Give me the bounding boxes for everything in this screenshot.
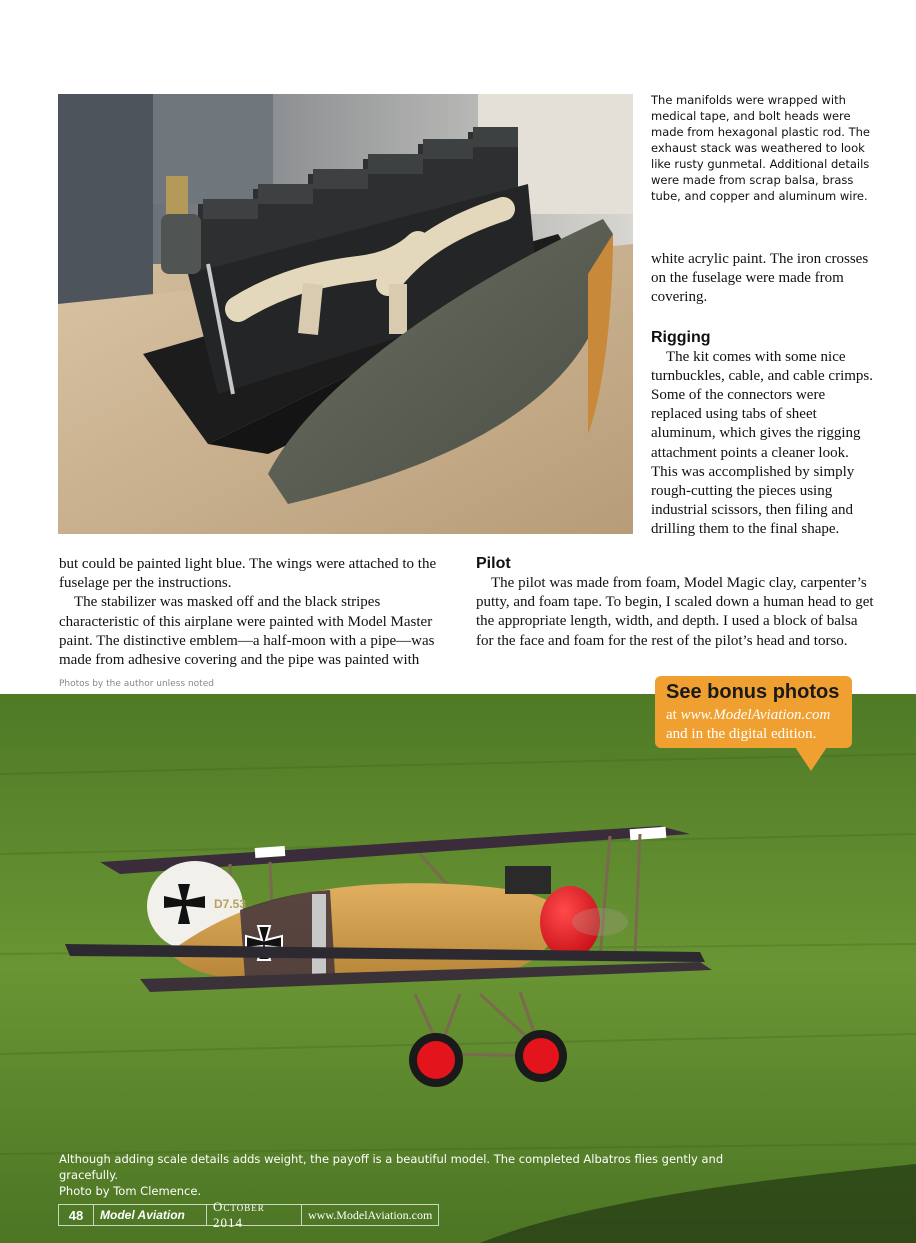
bonus-url-line — [666, 707, 830, 724]
stabilizer-paragraph: The stabilizer was masked off and the black stripes characteristic of this airplane were painted with Model Master paint. The distinctive emblem—a half-moon with a pipe—was made from adhesive covering and the pipe was painted with — [59, 594, 435, 669]
bonus-title: See bonus photos — [666, 681, 840, 703]
engine-photo — [58, 94, 633, 534]
engine-photo-caption: The manifolds were wrapped with medical tape, and bolt heads were made from hexagonal plastic rod. The exhaust stack was weathered to look like rusty gunmetal. Additional details were made from scrap balsa, brass tube, and copper and aluminum wire. — [651, 93, 870, 203]
bonus-photos-callout[interactable] — [655, 676, 852, 748]
left-para-continuation: but could be painted light blue. The wings were attached to the fuselage per the instructions. — [59, 556, 437, 592]
pilot-text: The pilot was made from foam, Model Magic clay, carpenter’s putty, and foam tape. To begin, I scaled down a human head to get the appropriate length, width, and depth. I used a block of balsa for the face and foam for the rest of the pilot’s head and torso. — [476, 575, 874, 649]
pilot-section — [476, 554, 876, 651]
page-number: 48 — [58, 1204, 94, 1226]
footer-url-link[interactable]: www.ModelAviation.com — [302, 1204, 439, 1226]
rigging-heading: Rigging — [651, 328, 711, 346]
page-footer — [58, 1199, 439, 1230]
rigging-text: The kit comes with some nice turnbuckles, cable, and cable crimps. Some of the connectors were replaced using tabs of sheet aluminum, which gives the rigging attachment points a cleaner look. This was accomplished by simply rough-cutting the pieces using industrial scissors, then filing and drilling them to the final shape. — [651, 348, 873, 538]
right-para-continuation: white acrylic paint. The iron crosses on the fuselage were made from covering. — [651, 251, 869, 306]
airplane-caption-credit: Photo by Tom Clemence. — [59, 1184, 202, 1198]
magazine-name: Model Aviation — [94, 1204, 207, 1226]
bonus-digital-line: and in the digital edition. — [666, 726, 817, 742]
airplane-photo-caption — [59, 1151, 779, 1199]
airplane-caption-line1: Although adding scale details adds weight, the payoff is a beautiful model. The completed Albatros flies gently and gracefully. — [59, 1152, 724, 1182]
aircraft-marking: D7.53 — [214, 897, 247, 911]
pilot-heading: Pilot — [476, 555, 511, 572]
engine-model-illustration — [58, 94, 633, 534]
bonus-at: at — [666, 707, 677, 723]
photo-credit: Photos by the author unless noted — [59, 679, 214, 689]
right-column — [651, 250, 876, 540]
issue-date: October 2014 — [207, 1204, 302, 1226]
left-column — [59, 555, 457, 670]
bonus-url-link[interactable]: www.ModelAviation.com — [680, 707, 831, 723]
bonus-callout-pointer — [795, 747, 827, 771]
